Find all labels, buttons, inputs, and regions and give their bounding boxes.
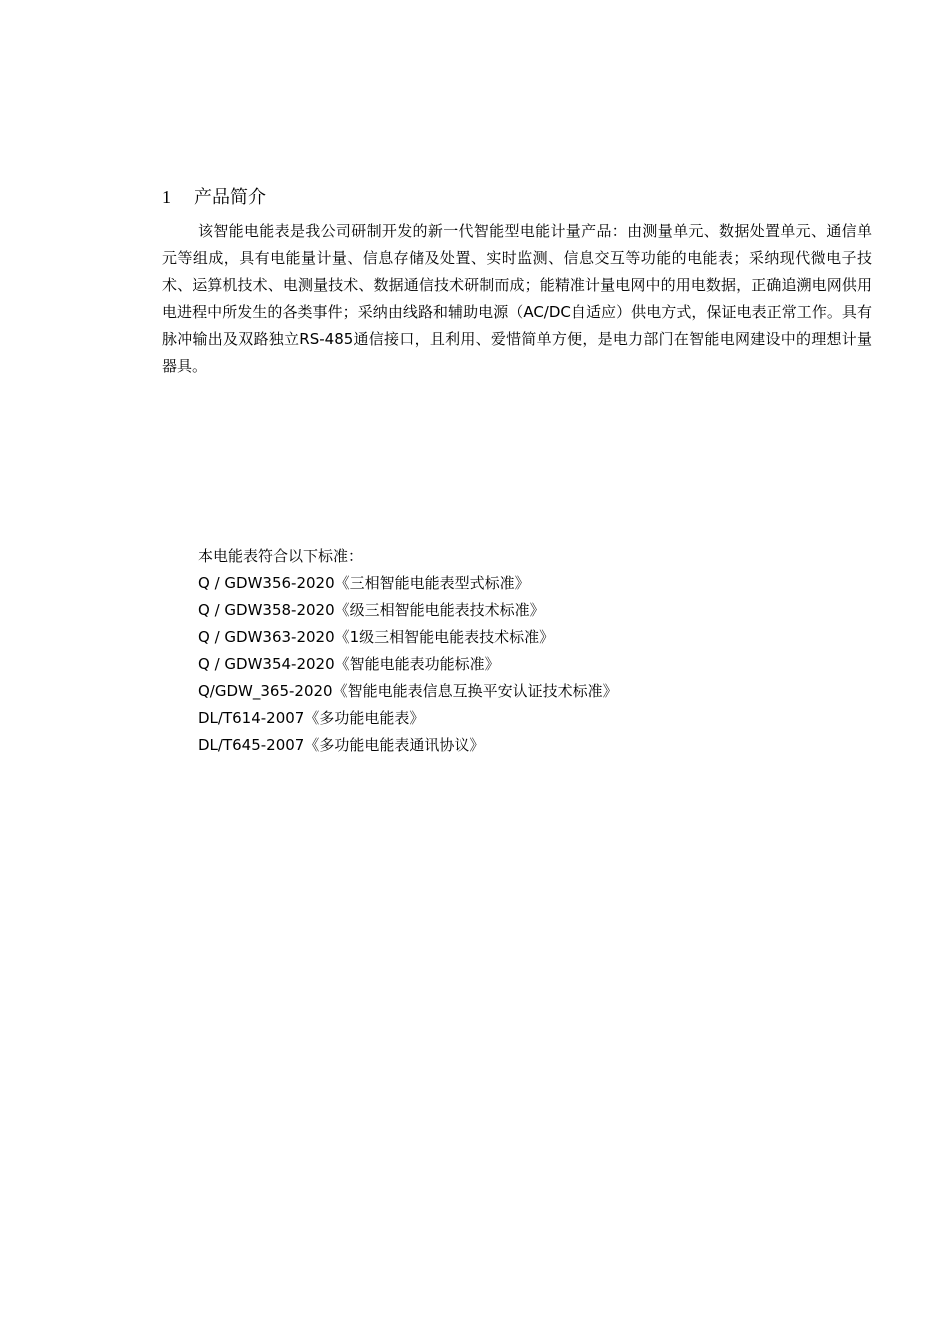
standard-item: Q / GDW363-2020《1级三相智能电能表技术标准》 — [198, 628, 555, 646]
product-intro-paragraph: 该智能电能表是我公司研制开发的新一代智能型电能计量产品：由测量单元、数据处置单元、通信单元等组成，具有电能量计量、信息存储及处置、实时监测、信息交互等功能的电能表；采纳现代微电子技术、运算机技术、电测量技术、数据通信技术研制而成；能精准计量电网中的用电数据，正确追溯电网供用电进程中所发生的各类事件；采纳由线路和辅助电源（AC/DC自适应）供电方式，保证电表正常工作。具有脉冲输出及双路独立RS-485通信接口，且利用、爱惜简单方便，是电力部门在智能电网建设中的理想计量器具。 — [162, 222, 872, 375]
standard-item: Q / GDW354-2020《智能电能表功能标准》 — [198, 655, 500, 673]
standard-item: Q / GDW356-2020《三相智能电能表型式标准》 — [198, 574, 530, 592]
standards-intro-line: 本电能表符合以下标准： — [198, 547, 364, 565]
section-number: 1 — [162, 187, 171, 207]
standard-item: Q/GDW_365-2020《智能电能表信息互换平安认证技术标准》 — [198, 682, 618, 700]
standard-item: Q / GDW358-2020《级三相智能电能表技术标准》 — [198, 601, 545, 619]
standard-item: DL/T614-2007《多功能电能表》 — [198, 709, 425, 727]
standard-item: DL/T645-2007《多功能电能表通讯协议》 — [198, 736, 485, 754]
standards-list — [198, 543, 618, 759]
section-heading — [162, 184, 266, 211]
section-title: 产品简介 — [194, 187, 266, 208]
